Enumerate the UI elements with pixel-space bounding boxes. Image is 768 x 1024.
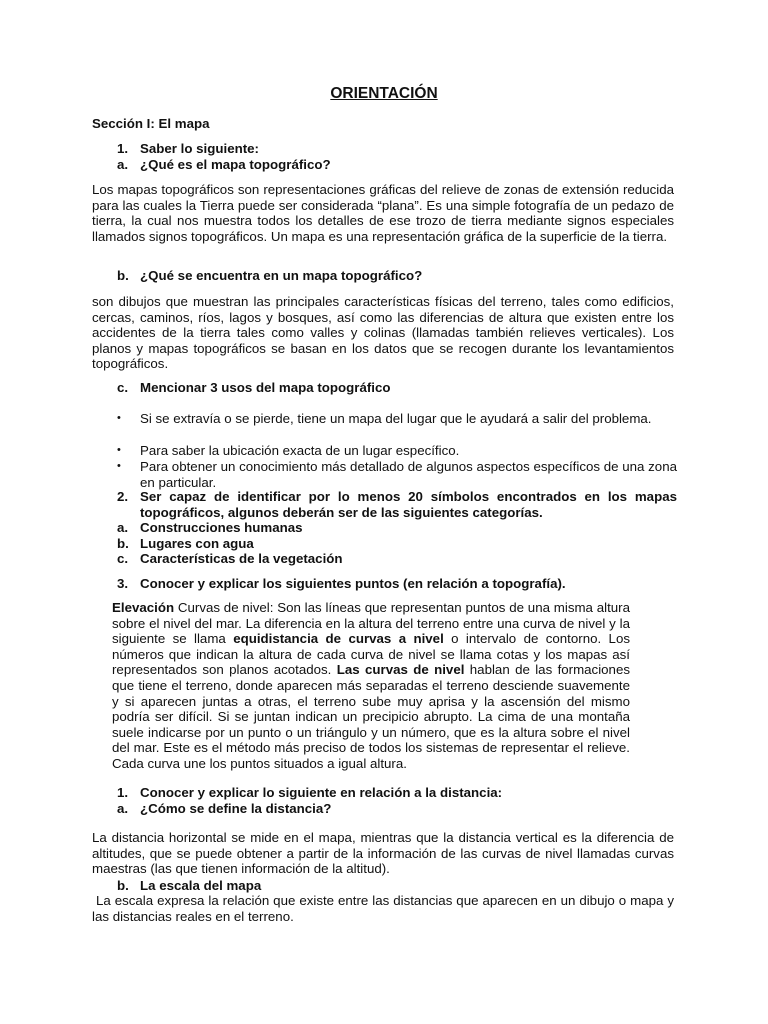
category-text: Características de la vegetación	[140, 551, 343, 566]
text-segment: hablan de las formaciones que tiene el terreno, donde aparecen más separadas el terreno desciende suavemente y si aparecen juntas a otras, el terreno sube muy aprisa y la ascensión del mismo podría ser difícil. Si se juntan indican un precipicio abrupto. La cima de una montaña suele indicarse por un punto o un triángulo y un número, que es la altura sobre el nivel del mar. Este es el método más preciso de todos los sistemas de representar el relieve. Cada curva une los puntos situados a igual altura.	[112, 662, 630, 771]
paragraph-escala: La escala expresa la relación que existe entre las distancias que aparecen en un dibujo o mapa y las distancias reales en el terreno.	[92, 893, 678, 924]
list-marker: a.	[117, 520, 129, 535]
paragraph-mapa-topografico: Los mapas topográficos son representaciones gráficas del relieve de zonas de extensión reducida para las cuales la Tierra puede ser considerada “plana”. Es una simple fotografía de un pedazo de tierra, la cual nos muestra todos los detalles de ese trozo de tierra mediante signos especiales llamados signos topográficos. Un mapa es una representación gráfica de la superficie de la tierra.	[92, 182, 674, 244]
question-text: La escala del mapa	[140, 878, 262, 893]
list-marker: 1.	[117, 785, 129, 800]
question-text: ¿Qué se encuentra en un mapa topográfico?	[140, 268, 423, 283]
bullet-text: Para obtener un conocimiento más detallado de algunos aspectos específicos de una zona en particular.	[140, 459, 677, 490]
question-escala	[117, 878, 677, 894]
term-curvas-de-nivel: Las curvas de nivel	[336, 662, 465, 678]
paragraph-distancia: La distancia horizontal se mide en el mapa, mientras que la distancia vertical es la diferencia de altitudes, que se puede obtener a partir de la información de las curvas de nivel llamadas curvas maestras (las que tienen información de la altitud).	[92, 830, 674, 877]
question-text: Mencionar 3 usos del mapa topográfico	[140, 380, 391, 395]
bullet-text: Para saber la ubicación exacta de un lugar específico.	[140, 443, 460, 458]
text-segment: Curvas de nivel: Son las líneas que representan puntos de una misma altura sobre el nivel del mar. La diferencia en la altura del terreno entre una curva de nivel y la siguiente se llama	[112, 600, 630, 647]
question-distancia	[117, 801, 677, 817]
list-marker: b.	[117, 536, 129, 551]
bullet-icon: •	[117, 444, 121, 456]
term-equidistancia: equidistancia de curvas a nivel	[233, 631, 444, 647]
list-marker: b.	[117, 878, 129, 893]
list-marker: 1.	[117, 141, 129, 156]
category-c	[117, 551, 677, 567]
bullet-item	[117, 411, 677, 427]
bullet-icon: •	[117, 460, 121, 472]
category-b	[117, 536, 677, 552]
list-item-text: Conocer y explicar lo siguiente en relación a la distancia:	[140, 785, 503, 800]
list-marker: 2.	[117, 489, 129, 504]
question-b	[117, 268, 677, 284]
list-item-text: Ser capaz de identificar por lo menos 20 símbolos encontrados en los mapas topográficos, algunos deberán ser de las siguientes categorías.	[140, 489, 677, 520]
list-item-text: Saber lo siguiente:	[140, 141, 259, 156]
list-item-2	[117, 489, 677, 520]
category-text: Construcciones humanas	[140, 520, 303, 535]
list-marker: a.	[117, 157, 129, 172]
category-a	[117, 520, 677, 536]
page-title: ORIENTACIÓN	[330, 85, 438, 102]
bullet-item	[117, 459, 677, 490]
list-marker: 3.	[117, 576, 129, 591]
list-item-text: Conocer y explicar los siguientes puntos (en relación a topografía).	[140, 576, 566, 591]
question-a	[117, 157, 677, 173]
list-item-1	[117, 141, 677, 157]
term-elevacion: Elevación	[112, 600, 175, 615]
text-segment: o intervalo de contorno. Los números que indican la altura de cada curva de nivel se llama cotas y los mapas así representados son planos acotados.	[112, 631, 631, 678]
question-text: ¿Qué es el mapa topográfico?	[140, 157, 331, 172]
list-item-distancia	[117, 785, 677, 801]
list-marker: b.	[117, 268, 129, 283]
question-text: ¿Cómo se define la distancia?	[140, 801, 332, 816]
question-c	[117, 380, 677, 396]
category-text: Lugares con agua	[140, 536, 254, 551]
bullet-icon: •	[117, 412, 121, 424]
paragraph-contenido-mapa: son dibujos que muestran las principales características físicas del terreno, tales como edificios, cercas, caminos, ríos, lagos y bosques, así como las diferencias de altura que existen entre los accidentes de la tierra tales como valles y colinas (llamadas también relieves verticales). Los planos y mapas topográficos se basan en los datos que se recogen durante los levantamientos topográficos.	[92, 294, 674, 372]
paragraph-elevacion	[112, 600, 630, 772]
section-heading: Sección I: El mapa	[92, 116, 210, 131]
list-item-3	[117, 576, 677, 592]
list-marker: a.	[117, 801, 129, 816]
list-marker: c.	[117, 380, 129, 395]
list-marker: c.	[117, 551, 129, 566]
bullet-item	[117, 443, 677, 459]
bullet-text: Si se extravía o se pierde, tiene un mapa del lugar que le ayudará a salir del problema.	[140, 411, 652, 426]
